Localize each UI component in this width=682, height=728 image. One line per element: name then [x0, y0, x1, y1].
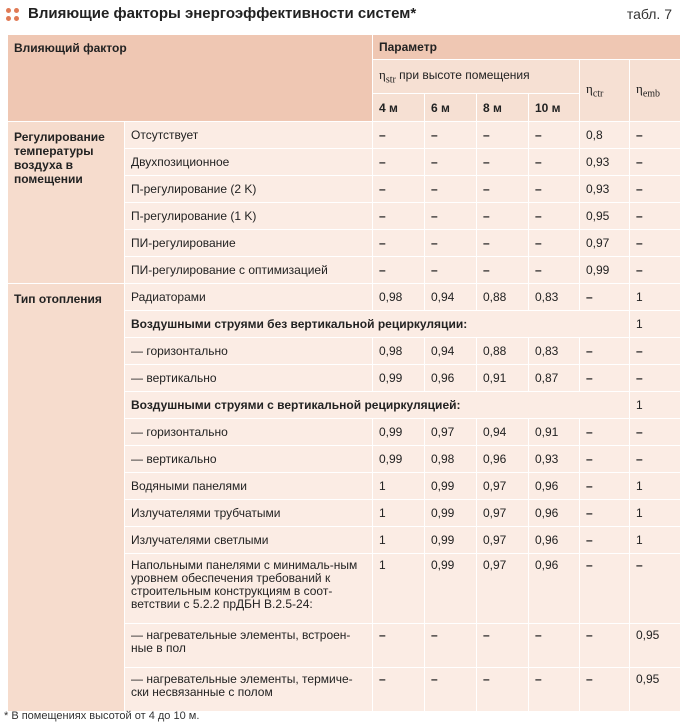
table-row: Воздушными струями без вертикальной рециркуляции: 1	[8, 311, 681, 338]
header-eta-ctr: $\eta_{ctr}$	[580, 60, 630, 122]
table-row: П-регулирование (1 K) – – – – 0,95 –	[8, 203, 681, 230]
table-title: Влияющие факторы энергоэффективности систем*	[28, 5, 417, 22]
table-row: Двухпозиционное – – – – 0,93 –	[8, 149, 681, 176]
table-row: Регулирование температуры воздуха в помещении Отсутствует – – – – 0,8 –	[8, 122, 681, 149]
title-bar	[0, 0, 682, 32]
table-row: Напольными панелями с минималь-ным уровнем обеспечения требований к строительным конструкциям в соот-ветствии с 5.2.2 прДБН В.2.5-24: 1 0,99 0,97 0,96 – –	[8, 554, 681, 624]
table-row: — вертикально 0,99 0,98 0,96 0,93 – –	[8, 446, 681, 473]
header-factor: Влияющий фактор	[8, 35, 373, 122]
table-row: Водяными панелями 1 0,99 0,97 0,96 – 1	[8, 473, 681, 500]
header-h10: 10 м	[529, 94, 580, 122]
table-row: Излучателями трубчатыми 1 0,99 0,97 0,96 – 1	[8, 500, 681, 527]
table-row: Излучателями светлыми 1 0,99 0,97 0,96 – 1	[8, 527, 681, 554]
table-number: табл. 7	[626, 6, 672, 22]
efficiency-table	[7, 34, 680, 712]
table-row: — нагревательные элементы, встроен-ные в пол – – – – – 0,95	[8, 624, 681, 668]
header-h8: 8 м	[477, 94, 529, 122]
bullet-dots-icon	[6, 8, 20, 22]
header-eta-str: $\eta_{str}$ при высоте помещения	[373, 60, 580, 94]
table-row: Воздушными струями с вертикальной рециркуляцией: 1	[8, 392, 681, 419]
footnote: * В помещениях высотой от 4 до 10 м.	[4, 710, 200, 722]
table-row: Тип отопления Радиаторами 0,98 0,94 0,88 0,83 – 1	[8, 284, 681, 311]
group-heating: Тип отопления	[8, 284, 125, 712]
table-row: — нагревательные элементы, термиче-ски несвязанные с полом – – – – – 0,95	[8, 668, 681, 712]
table-row: — горизонтально 0,98 0,94 0,88 0,83 – –	[8, 338, 681, 365]
table-row: П-регулирование (2 K) – – – – 0,93 –	[8, 176, 681, 203]
table-row: ПИ-регулирование – – – – 0,97 –	[8, 230, 681, 257]
group-regulation: Регулирование температуры воздуха в помещении	[8, 122, 125, 284]
table-row: ПИ-регулирование с оптимизацией – – – – 0,99 –	[8, 257, 681, 284]
table-row: — горизонтально 0,99 0,97 0,94 0,91 – –	[8, 419, 681, 446]
header-h4: 4 м	[373, 94, 425, 122]
table-row: — вертикально 0,99 0,96 0,91 0,87 – –	[8, 365, 681, 392]
header-param: Параметр	[373, 35, 681, 60]
header-h6: 6 м	[425, 94, 477, 122]
header-eta-emb: $\eta_{emb}$	[630, 60, 681, 122]
